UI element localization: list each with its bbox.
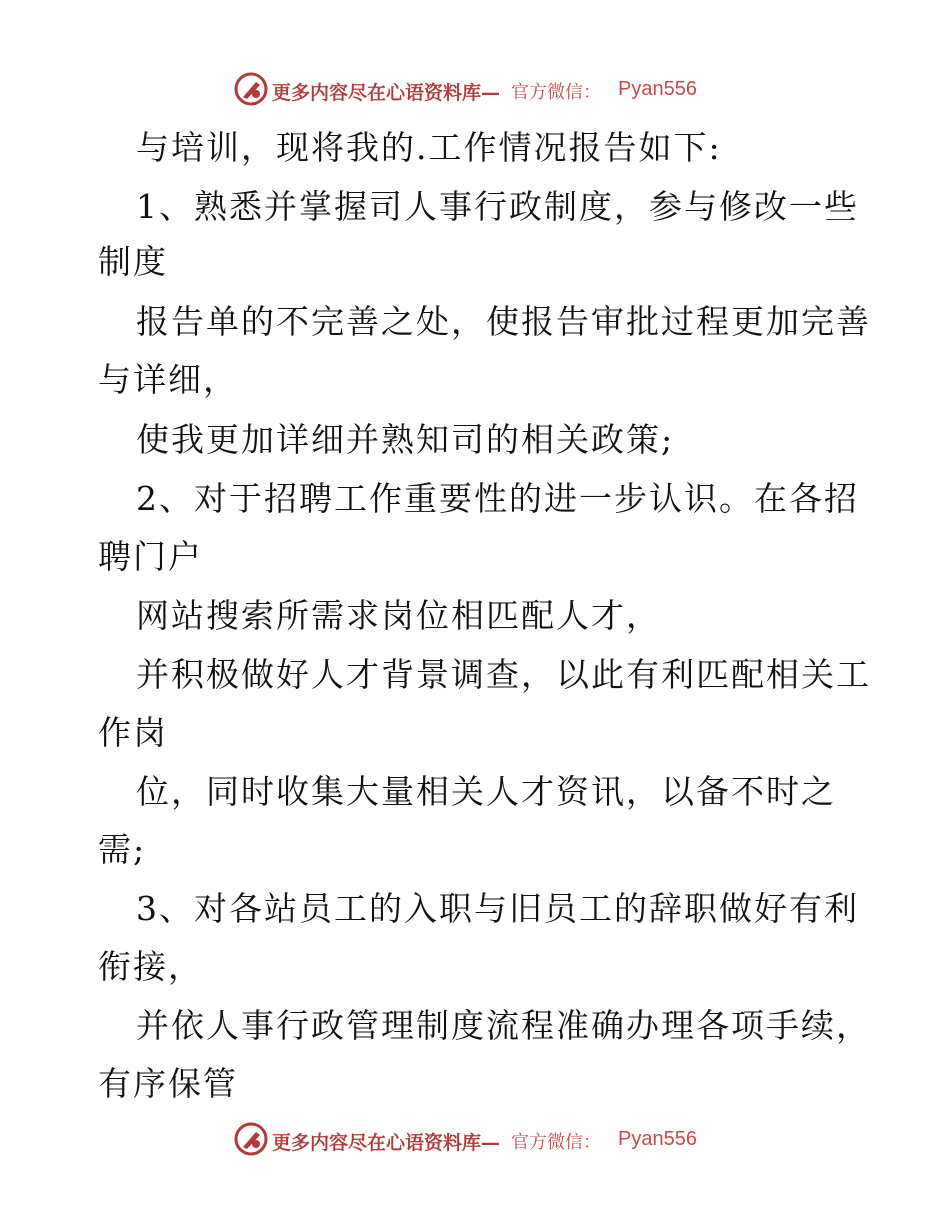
text-line: 与详细，	[98, 360, 238, 399]
text-line: 并积极做好人才背景调查，以此有利匹配相关工	[136, 655, 871, 694]
banner-title: 更多内容尽在心语资料库—	[272, 82, 501, 104]
banner-title: 更多内容尽在心语资料库—	[272, 1132, 501, 1154]
text-line: 报告单的不完善之处，使报告审批过程更加完善	[136, 302, 871, 341]
banner-wechat-id: Pyan556	[618, 1128, 697, 1150]
text-line: 有序保管	[98, 1064, 238, 1103]
banner-wechat-label: 官方微信：	[511, 82, 601, 103]
text-line: 位，同时收集大量相关人才资讯，以备不时之	[136, 772, 836, 811]
pen-logo-icon	[234, 1122, 268, 1156]
text-line: 聘门户	[98, 537, 203, 576]
text-line: 2、对于招聘工作重要性的进一步认识。在各招	[136, 479, 859, 518]
text-line: 3、对各站员工的入职与旧员工的辞职做好有利	[136, 889, 859, 928]
text-line: 制度	[98, 242, 168, 281]
text-line: 需;	[98, 830, 147, 869]
text-line: 并依人事行政管理制度流程准确办理各项手续，	[136, 1006, 871, 1045]
footer-banner	[0, 1120, 950, 1160]
text-line: 与培训，现将我的.工作情况报告如下:	[136, 128, 722, 167]
banner-wechat-label: 官方微信：	[511, 1132, 601, 1153]
text-line: 网站搜索所需求岗位相匹配人才，	[136, 596, 661, 635]
text-line: 1、熟悉并掌握司人事行政制度，参与修改一些	[136, 187, 859, 226]
text-line: 衔接，	[98, 947, 203, 986]
text-line: 作岗	[98, 713, 168, 752]
banner-wechat-id: Pyan556	[618, 78, 697, 100]
text-line: 使我更加详细并熟知司的相关政策;	[136, 420, 675, 459]
